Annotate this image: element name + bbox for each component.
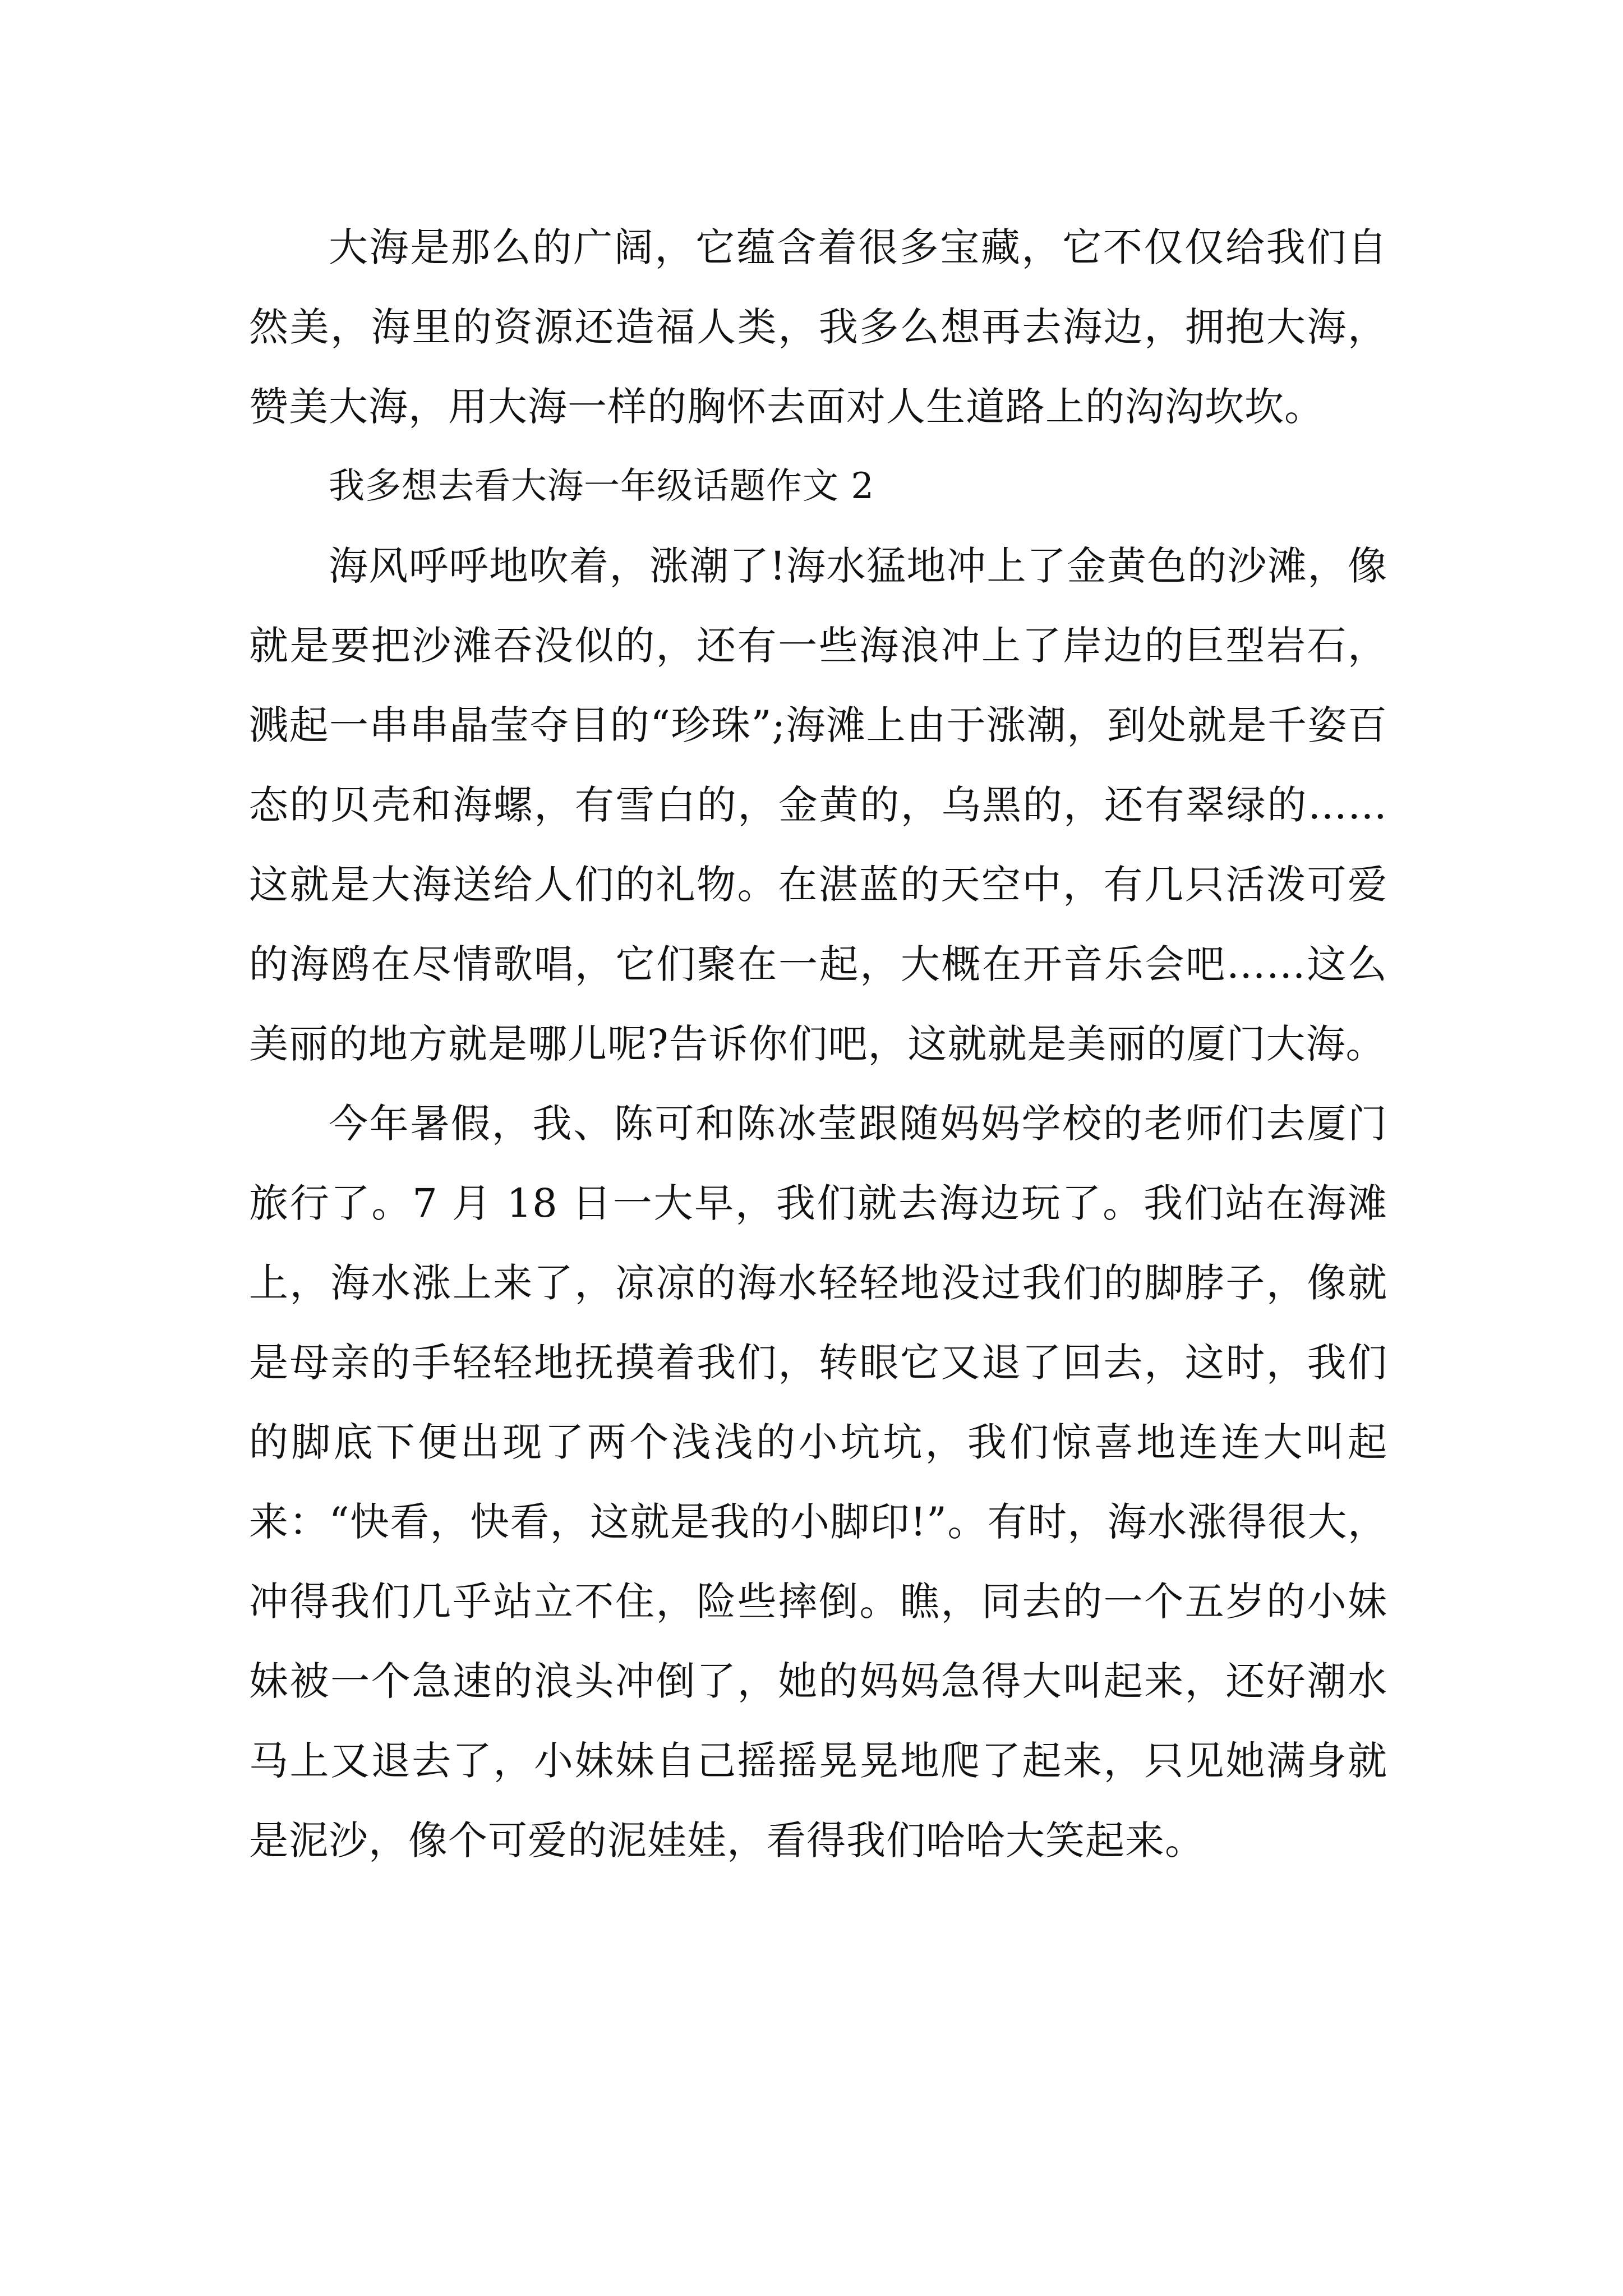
paragraph-closing-essay-1: 大海是那么的广阔，它蕴含着很多宝藏，它不仅仅给我们自然美，海里的资源还造福人类，我多么想再去海边，拥抱大海，赞美大海，用大海一样的胸怀去面对人生道路上的沟沟坎坎。	[249, 224, 1387, 430]
paragraph-sea-description: 海风呼呼地吹着，涨潮了!海水猛地冲上了金黄色的沙滩，像就是要把沙滩吞没似的，还有一些海浪冲上了岸边的巨型岩石，溅起一串串晶莹夺目的“珍珠”;海滩上由于涨潮，到处就是千姿百态的贝壳和海螺，有雪白的，金黄的，乌黑的，还有翠绿的……这就是大海送给人们的礼物。在湛蓝的天空中，有几只活泼可爱的海鸥在尽情歌唱，它们聚在一起，大概在开音乐会吧……这么美丽的地方就是哪儿呢?告诉你们吧，这就就是美丽的厦门大海。	[249, 543, 1387, 1067]
paragraph-summer-trip: 今年暑假，我、陈可和陈冰莹跟随妈妈学校的老师们去厦门旅行了。7 月 18 日一大早，我们就去海边玩了。我们站在海滩上，海水涨上来了，凉凉的海水轻轻地没过我们的脚脖子，像就是母亲的手轻轻地抚摸着我们，转眼它又退了回去，这时，我们的脚底下便出现了两个浅浅的小坑坑，我们惊喜地连连大叫起来：“快看，快看，这就是我的小脚印!”。有时，海水涨得很大，冲得我们几乎站立不住，险些摔倒。瞧，同去的一个五岁的小妹妹被一个急速的浪头冲倒了，她的妈妈急得大叫起来，还好潮水马上又退去了，小妹妹自己摇摇晃晃地爬了起来，只见她满身就是泥沙，像个可爱的泥娃娃，看得我们哈哈大笑起来。	[249, 1101, 1387, 1864]
essay-title-2: 我多想去看大海一年级话题作文 2	[329, 466, 875, 507]
document-body	[249, 208, 1387, 1880]
